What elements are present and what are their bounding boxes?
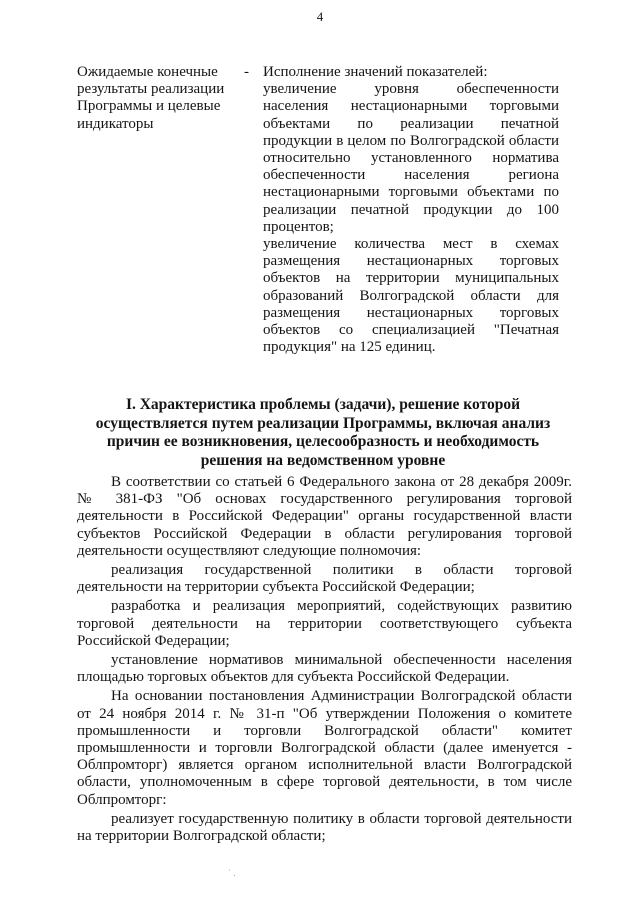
passport-item: увеличение количества мест в схемах размещения нестационарных торговых объектов на территории муниципальных образований Волгоградской области для размещения нестационарных торговых объектов со специализацией "Печатная продукция" на 125 единиц. — [263, 236, 559, 356]
section-heading: I. Характеристика проблемы (задачи), решение которой осуществляется путем реализации Программы, включая анализ причин ее возникновения, целесообразность и необходимость решения на ведомственном уровне — [95, 396, 551, 469]
passport-row-content — [263, 64, 559, 356]
paragraph: В соответствии со статьей 6 Федерального закона от 28 декабря 2009г. № 381-ФЗ "Об основах государственного регулирования торговой деятельности в Российской Федерации" органы государственной власти субъектов Российской Федерации в области регулирования торговой деятельности осуществляют следующие полномочия: — [77, 474, 572, 559]
list-dash: - — [244, 64, 249, 80]
body-text — [77, 474, 572, 845]
paragraph: установление нормативов минимальной обеспеченности населения площадью торговых объектов для субъекта Российской Федерации. — [77, 652, 572, 686]
passport-item: Исполнение значений показателей: — [263, 64, 488, 80]
paragraph: На основании постановления Администрации Волгоградской области от 24 ноября 2014 г. № 31-п "Об утверждении Положения о комитете промышленности и торговли Волгоградской области" комитет промышленности и торговли Волгоградской области (далее именуется - Облпромторг) является органом исполнительной власти Волгоградской области, уполномоченным в сфере торговой деятельности, в том числе Облпромторг: — [77, 688, 572, 808]
paragraph: разработка и реализация мероприятий, содействующих развитию торговой деятельности на территории соответствующего субъекта Российской Федерации; — [77, 598, 572, 649]
paragraph: реализация государственной политики в области торговой деятельности на территории субъекта Российской Федерации; — [77, 562, 572, 596]
paragraph: реализует государственную политику в области торговой деятельности на территории Волгоградской области; — [77, 810, 572, 845]
passport-row-label: Ожидаемые конечные результаты реализации Программы и целевые индикаторы — [77, 64, 225, 132]
page-number: 4 — [316, 9, 324, 24]
scan-mark: ˙ . — [228, 868, 236, 878]
passport-item: увеличение уровня обеспеченности населения нестационарными торговыми объектами по реализации печатной продукции в целом по Волгоградской области относительно установленного норматива обеспеченности населения региона нестационарными торговыми объектами по реализации печатной продукции до 100 процентов; — [263, 81, 559, 235]
